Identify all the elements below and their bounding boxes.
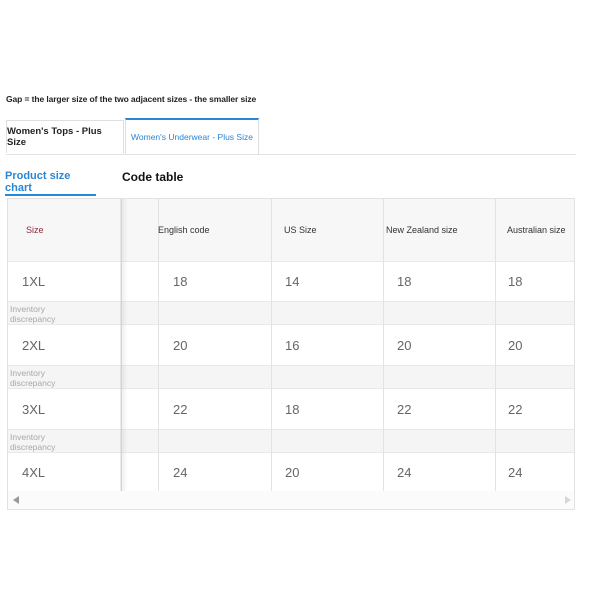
sticky-column-shadow [120,199,128,491]
tab-womens-tops-plus-size[interactable]: Women's Tops - Plus Size [6,120,124,153]
size-table [7,198,575,510]
column-divider [383,199,384,491]
new-zealand-size-cell: 18 [397,274,412,289]
scroll-right-arrow-icon[interactable] [565,496,571,504]
row-divider [8,388,575,389]
horizontal-scrollbar[interactable] [8,491,575,509]
row-divider [8,452,575,453]
new-zealand-size-cell: 24 [397,465,412,480]
australian-size-cell: 22 [508,402,523,417]
new-zealand-size-cell: 20 [397,338,412,353]
us-size-cell: 20 [285,465,300,480]
english-code-cell: 24 [173,465,188,480]
english-code-cell: 20 [173,338,188,353]
inventory-row [8,429,575,452]
size-cell: 3XL [22,402,46,417]
column-divider [271,199,272,491]
us-size-cell: 14 [285,274,300,289]
tab-womens-underwear-plus-size[interactable]: Women's Underwear - Plus Size [125,118,259,154]
header-australian-size: Australian size [507,225,566,235]
inventory-row [8,301,575,324]
header-new-zealand-size: New Zealand size [386,225,458,235]
category-tabs [6,118,576,155]
australian-size-cell: 18 [508,274,523,289]
size-cell: 4XL [22,465,46,480]
header-english-code: English code [158,225,210,235]
header-size: Size [26,225,44,235]
tab-product-size-chart[interactable]: Product size chart [5,170,96,196]
row-divider [8,261,575,262]
column-divider [495,199,496,491]
header-us-size: US Size [284,225,317,235]
australian-size-cell: 24 [508,465,523,480]
inventory-discrepancy-label: Inventory discrepancy [10,432,56,452]
inventory-discrepancy-label: Inventory discrepancy [10,368,56,388]
tab-code-table[interactable]: Code table [122,170,184,184]
size-cell: 2XL [22,338,46,353]
us-size-cell: 16 [285,338,300,353]
size-cell: 1XL [22,274,46,289]
row-divider [8,301,575,302]
inventory-row [8,365,575,388]
us-size-cell: 18 [285,402,300,417]
row-divider [8,324,575,325]
scroll-left-arrow-icon[interactable] [13,496,19,504]
inventory-discrepancy-label: Inventory discrepancy [10,304,56,324]
english-code-cell: 18 [173,274,188,289]
australian-size-cell: 20 [508,338,523,353]
new-zealand-size-cell: 22 [397,402,412,417]
english-code-cell: 22 [173,402,188,417]
column-divider [158,199,159,491]
gap-note: Gap = the larger size of the two adjacent sizes - the smaller size [6,94,257,104]
row-divider [8,365,575,366]
row-divider [8,429,575,430]
